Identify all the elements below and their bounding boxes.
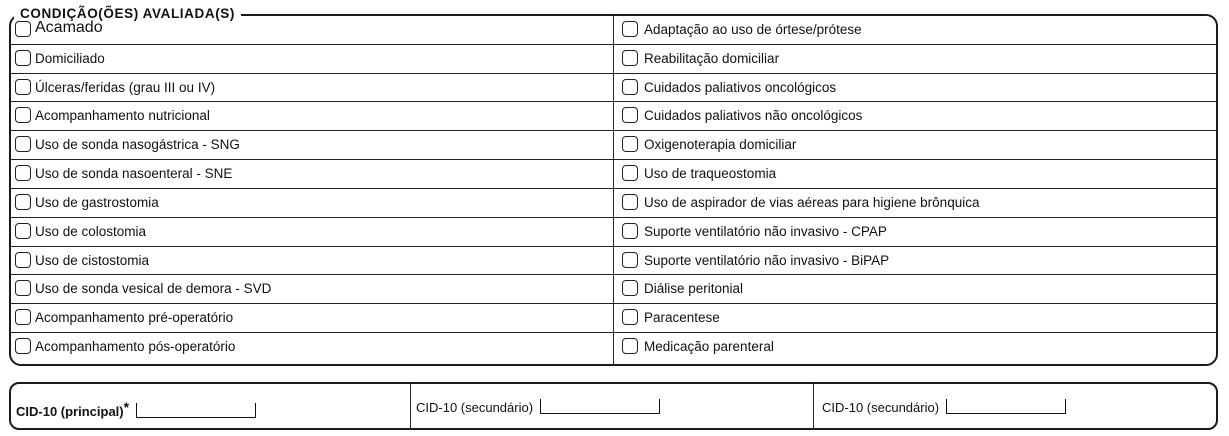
condition-checkbox[interactable] bbox=[15, 280, 31, 296]
condition-checkbox[interactable] bbox=[622, 252, 638, 268]
condition-label: Uso de traqueostomia bbox=[644, 166, 777, 182]
condition-row bbox=[614, 189, 1216, 218]
condition-checkbox[interactable] bbox=[622, 280, 638, 296]
condition-checkbox[interactable] bbox=[622, 165, 638, 181]
condition-checkbox[interactable] bbox=[15, 309, 31, 325]
condition-checkbox[interactable] bbox=[622, 136, 638, 152]
cid-secondary-2 bbox=[822, 399, 1066, 416]
condition-label: Úlceras/feridas (grau III ou IV) bbox=[35, 79, 216, 95]
condition-label: Adaptação ao uso de órtese/prótese bbox=[644, 22, 862, 37]
condition-checkbox[interactable] bbox=[15, 21, 31, 37]
condition-checkbox[interactable] bbox=[622, 194, 638, 210]
condition-row bbox=[11, 74, 613, 103]
condition-label: Uso de aspirador de vias aéreas para higiene brônquica bbox=[644, 194, 980, 210]
condition-label: Uso de colostomia bbox=[35, 223, 147, 239]
condition-checkbox[interactable] bbox=[622, 223, 638, 239]
condition-label: Uso de cistostomia bbox=[35, 252, 150, 268]
cid-principal bbox=[16, 399, 256, 420]
condition-checkbox[interactable] bbox=[622, 50, 638, 66]
condition-row bbox=[11, 333, 613, 362]
condition-row bbox=[614, 247, 1216, 276]
condition-label: Cuidados paliativos não oncológicos bbox=[644, 108, 863, 124]
condition-row bbox=[11, 102, 613, 131]
section-title: CONDIÇÃO(ÕES) AVALIADA(S) bbox=[14, 6, 241, 22]
condition-row bbox=[11, 45, 613, 74]
condition-row bbox=[11, 16, 613, 45]
condition-label: Diálise peritonial bbox=[644, 281, 744, 297]
condition-label: Acompanhamento pós-operatório bbox=[35, 339, 236, 355]
condition-row bbox=[11, 218, 613, 247]
condition-label: Acompanhamento pré-operatório bbox=[35, 310, 234, 326]
cid-secondary-2-field[interactable] bbox=[946, 399, 1066, 414]
condition-checkbox[interactable] bbox=[15, 50, 31, 66]
condition-checkbox[interactable] bbox=[15, 194, 31, 210]
condition-checkbox[interactable] bbox=[622, 338, 638, 354]
condition-row bbox=[614, 304, 1216, 333]
condition-row bbox=[614, 333, 1216, 362]
condition-checkbox[interactable] bbox=[15, 223, 31, 239]
condition-label: Paracentese bbox=[644, 310, 720, 326]
condition-row bbox=[11, 189, 613, 218]
condition-label: Medicação parenteral bbox=[644, 339, 774, 355]
condition-row bbox=[11, 160, 613, 189]
cid-secondary-1 bbox=[416, 399, 660, 416]
condition-checkbox[interactable] bbox=[15, 252, 31, 268]
condition-label: Acompanhamento nutricional bbox=[35, 108, 210, 124]
condition-checkbox[interactable] bbox=[622, 107, 638, 123]
condition-checkbox[interactable] bbox=[622, 79, 638, 95]
condition-label: Oxigenoterapia domiciliar bbox=[644, 137, 797, 153]
condition-checkbox[interactable] bbox=[15, 136, 31, 152]
required-asterisk: * bbox=[123, 399, 130, 415]
condition-label: Cuidados paliativos oncológicos bbox=[644, 79, 837, 95]
condition-label: Uso de sonda vesical de demora - SVD bbox=[35, 281, 272, 297]
condition-label: Uso de gastrostomia bbox=[35, 194, 159, 210]
condition-label: Reabilitação domiciliar bbox=[644, 50, 780, 66]
condition-checkbox[interactable] bbox=[15, 79, 31, 95]
condition-row bbox=[614, 16, 1216, 45]
condition-row bbox=[11, 131, 613, 160]
condition-checkbox[interactable] bbox=[622, 21, 638, 37]
cid-secondary-1-label: CID-10 (secundário) bbox=[416, 400, 534, 415]
condition-label: Domiciliado bbox=[35, 50, 105, 66]
condition-checkbox[interactable] bbox=[622, 309, 638, 325]
condition-checkbox[interactable] bbox=[15, 165, 31, 181]
condition-row bbox=[614, 45, 1216, 74]
condition-label: Uso de sonda nasoenteral - SNE bbox=[35, 166, 233, 182]
condition-row bbox=[614, 102, 1216, 131]
condition-label: Acamado bbox=[35, 19, 103, 36]
condition-row bbox=[11, 247, 613, 276]
condition-label: Suporte ventilatório não invasivo - BiPAP bbox=[644, 252, 890, 268]
cid-secondary-1-field[interactable] bbox=[540, 399, 660, 414]
cid-secondary-2-label: CID-10 (secundário) bbox=[822, 400, 940, 415]
condition-row bbox=[614, 160, 1216, 189]
cid-divider bbox=[410, 382, 411, 430]
condition-row bbox=[11, 275, 613, 304]
condition-row bbox=[11, 304, 613, 333]
condition-label: Suporte ventilatório não invasivo - CPAP bbox=[644, 223, 887, 239]
cid-principal-label: CID-10 (principal) bbox=[16, 404, 124, 419]
condition-label: Uso de sonda nasogástrica - SNG bbox=[35, 137, 240, 153]
condition-checkbox[interactable] bbox=[15, 107, 31, 123]
cid-divider bbox=[813, 382, 814, 430]
condition-row bbox=[614, 218, 1216, 247]
condition-row bbox=[614, 131, 1216, 160]
condition-checkbox[interactable] bbox=[15, 338, 31, 354]
cid-principal-field[interactable] bbox=[136, 403, 256, 418]
condition-row bbox=[614, 275, 1216, 304]
condition-row bbox=[614, 74, 1216, 103]
